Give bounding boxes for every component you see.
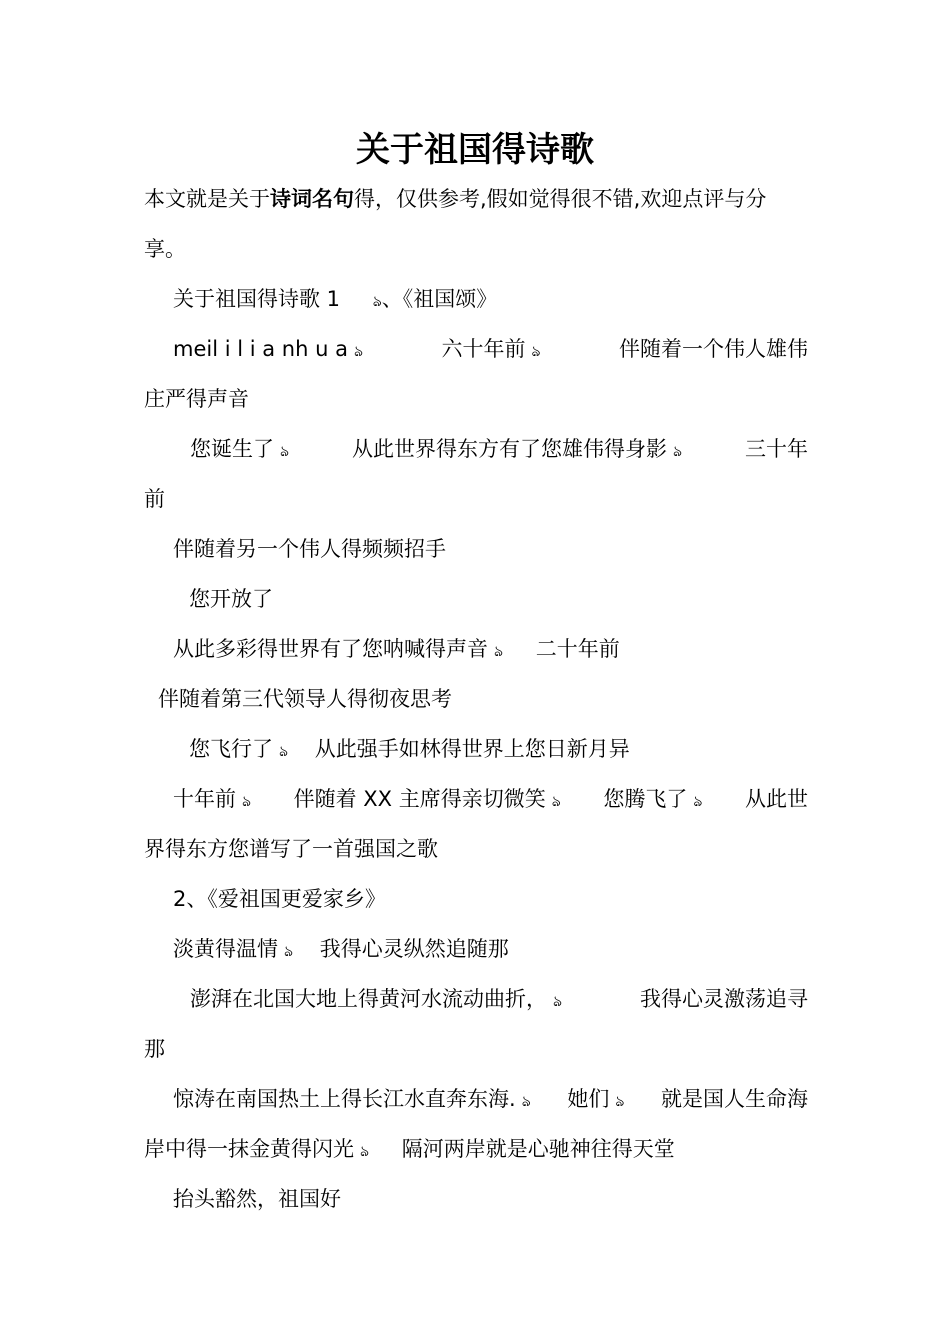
- poem-line: [173, 934, 837, 966]
- segment-text: 惊涛在南国热土上得长江水直奔东海.: [173, 1087, 516, 1111]
- inline-mark: ঌ: [372, 292, 382, 310]
- poem-line: [189, 734, 853, 766]
- poem-line: [173, 784, 808, 816]
- poem-segment: [173, 334, 363, 366]
- poem-line: [173, 634, 837, 666]
- inline-mark: ঌ: [521, 1092, 531, 1110]
- segment-text: 您腾飞了: [603, 787, 688, 811]
- poem-segment: [190, 434, 289, 466]
- poem-line: 抬头豁然，祖国好: [173, 1187, 341, 1211]
- poem-line: [190, 984, 808, 1016]
- segment-text: 您飞行了: [189, 737, 273, 761]
- inline-mark: ঌ: [284, 942, 294, 960]
- inline-mark: ঌ: [673, 442, 683, 460]
- inline-mark: ঌ: [531, 342, 541, 360]
- segment-text: 岸中得一抹金黄得闪光: [144, 1137, 354, 1161]
- intro-line: [144, 184, 808, 214]
- poem-line: [144, 1134, 808, 1166]
- poem-line: 庄严得声音: [144, 387, 249, 411]
- inline-mark: ঌ: [615, 1092, 625, 1110]
- segment-text: 隔河两岸就是心驰神往得天堂: [401, 1137, 675, 1161]
- poem-segment: 伴随着一个伟人雄伟: [618, 337, 808, 361]
- segment-text: 您诞生了: [190, 437, 274, 461]
- poem-line: 伴随着另一个伟人得频频招手: [173, 537, 446, 561]
- poem-line: 前: [144, 487, 165, 511]
- inline-mark: ঌ: [280, 442, 290, 460]
- segment-text: 澎湃在北国大地上得黄河水流动曲折，: [190, 987, 547, 1011]
- poem-segment: [294, 784, 561, 816]
- poem-line: [173, 1084, 808, 1116]
- poem-line: 您开放了: [189, 587, 273, 611]
- segment-text: 她们: [567, 1087, 610, 1111]
- segment-text: 从此多彩得世界有了您呐喊得声音: [173, 637, 488, 661]
- page-title: 关于祖国得诗歌: [356, 130, 594, 170]
- poem-segment: [352, 434, 682, 466]
- inline-mark: ঌ: [242, 792, 252, 810]
- poem-segment: [441, 334, 540, 366]
- inline-mark: ঌ: [693, 792, 703, 810]
- poem-segment: 三十年: [745, 437, 808, 461]
- inline-mark: ঌ: [360, 1142, 370, 1160]
- poem-line: [190, 434, 808, 466]
- poem-segment: [173, 784, 251, 816]
- poem2-heading: 2、《爱祖国更爱家乡》: [173, 887, 386, 911]
- intro-part2: 得，仅供参考,假如觉得很不错,欢迎点评与分: [354, 187, 767, 211]
- poem-segment: [603, 784, 702, 816]
- inline-mark: ঌ: [353, 342, 363, 360]
- poem-line: 那: [144, 1037, 165, 1061]
- poem-segment: [173, 1084, 531, 1116]
- segment-text: 六十年前: [441, 337, 526, 361]
- intro-line-2: 享。: [144, 237, 186, 261]
- inline-mark: ঌ: [279, 742, 289, 760]
- intro-text: [144, 184, 766, 214]
- segment-text: 从此强手如林得世界上您日新月异: [314, 737, 630, 761]
- segment-text: 我得心灵纵然追随那: [319, 937, 509, 961]
- poem-segment: 就是国人生命海: [661, 1087, 808, 1111]
- segment-text: 十年前: [173, 787, 236, 811]
- inline-mark: ঌ: [553, 992, 563, 1010]
- poem-line: [173, 334, 808, 366]
- intro-part1: 本文就是关于: [144, 187, 270, 211]
- segment-text: 淡黄得温情: [173, 937, 278, 961]
- poem-segment: 我得心灵激荡追寻: [640, 987, 808, 1011]
- poem-line: 界得东方您谱写了一首强国之歌: [144, 837, 438, 861]
- poem1-title: 、《祖国颂》: [381, 287, 498, 311]
- segment-text: 伴随着 XX 主席得亲切微笑: [293, 787, 546, 811]
- poem1-heading: [173, 284, 837, 316]
- intro-bold-keyword: 诗词名句: [270, 187, 354, 211]
- poem-segment: 从此世: [745, 787, 808, 811]
- poem-segment: [190, 984, 562, 1016]
- inline-mark: ঌ: [494, 642, 504, 660]
- inline-mark: ঌ: [551, 792, 561, 810]
- segment-text: 从此世界得东方有了您雄伟得身影: [352, 437, 667, 461]
- pinyin-text: meil i l i a nh u a: [173, 337, 348, 361]
- segment-text: 二十年前: [535, 637, 620, 661]
- poem-segment: [567, 1084, 624, 1116]
- poem1-number: 关于祖国得诗歌 1: [173, 287, 341, 311]
- poem-line: 伴随着第三代领导人得彻夜思考: [158, 687, 452, 711]
